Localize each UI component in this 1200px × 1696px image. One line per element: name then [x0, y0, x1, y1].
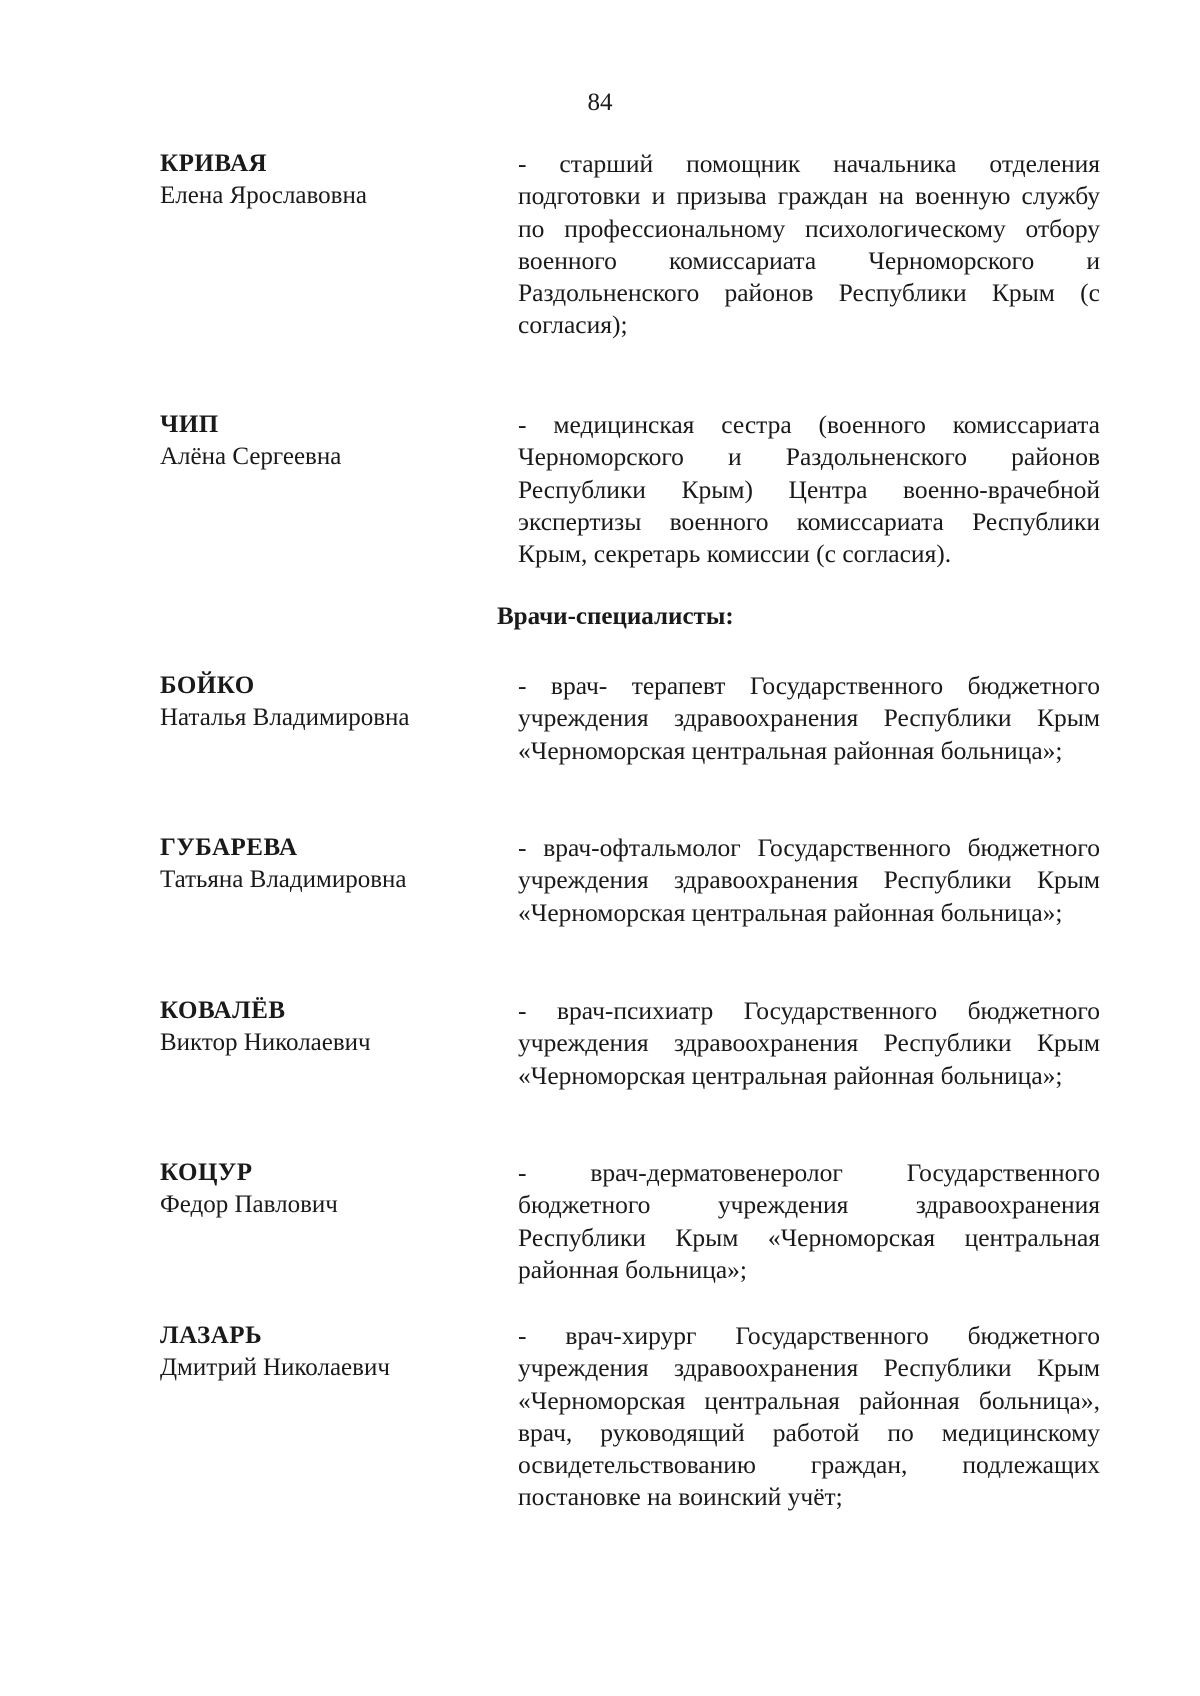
- specialist-name: [160, 1320, 490, 1384]
- member-given-name: Елена Ярославовна: [160, 182, 367, 209]
- specialist-role: - врач-хирург Государственного бюджетного учреждения здравоохранения Республики Крым «Черноморская центральная районная больница», врач, руководящий работой по медицинскому освидетельствованию граждан, подлежащих постановке на воинский учёт;: [518, 1321, 1100, 1512]
- specialist-given-name: Наталья Владимировна: [160, 704, 410, 731]
- specialist-given-name: Татьяна Владимировна: [160, 866, 407, 893]
- specialist-name: [160, 995, 490, 1059]
- specialist-surname: ГУБАРЕВА: [160, 834, 298, 861]
- member-surname: ЧИП: [160, 411, 219, 438]
- page-number: 84: [587, 89, 613, 116]
- specialist-name: [160, 1157, 490, 1221]
- specialist-role: - врач-офтальмолог Государственного бюджетного учреждения здравоохранения Республики Крым «Черноморская центральная районная больница»;: [518, 833, 1100, 927]
- specialist-surname: ЛАЗАРЬ: [160, 1322, 263, 1349]
- member-name: [160, 148, 490, 212]
- specialist-given-name: Виктор Николаевич: [160, 1029, 371, 1056]
- member-surname: КРИВАЯ: [160, 150, 268, 177]
- specialist-surname: КОЦУР: [160, 1159, 253, 1186]
- specialist-role: - врач-психиатр Государственного бюджетного учреждения здравоохранения Республики Крым «Черноморская центральная районная больница»;: [518, 996, 1100, 1090]
- specialist-role: - врач-дерматовенеролог Государственного бюджетного учреждения здравоохранения Республики Крым «Черноморская центральная районная больница»;: [518, 1158, 1100, 1284]
- member-given-name: Алёна Сергеевна: [160, 443, 342, 470]
- specialist-surname: КОВАЛЁВ: [160, 997, 286, 1024]
- specialist-role: - врач- терапевт Государственного бюджетного учреждения здравоохранения Республики Крым «Черноморская центральная районная больница»;: [518, 671, 1100, 765]
- specialist-name: [160, 670, 490, 734]
- specialist-name: [160, 832, 490, 896]
- section-heading: Врачи-специалисты:: [497, 603, 734, 630]
- member-name: [160, 409, 490, 473]
- member-role: - старший помощник начальника отделения подготовки и призыва граждан на военную службу по профессиональному психологическому отбору военного комиссариата Черноморского и Раздольненского районов Республики Крым (с согласия);: [518, 149, 1100, 340]
- specialist-given-name: Федор Павлович: [160, 1191, 338, 1218]
- member-role: - медицинская сестра (военного комиссариата Черноморского и Раздольненского районов Республики Крым) Центра военно-врачебной экспертизы военного комиссариата Республики Крым, секретарь комиссии (с согласия).: [518, 410, 1100, 569]
- specialist-given-name: Дмитрий Николаевич: [160, 1354, 390, 1381]
- specialist-surname: БОЙКО: [160, 672, 255, 699]
